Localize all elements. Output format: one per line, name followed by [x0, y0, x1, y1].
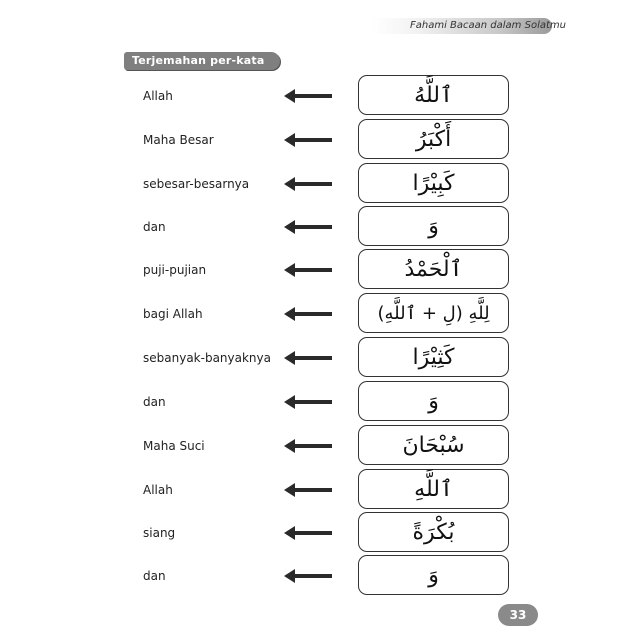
translation-row: [0, 119, 635, 161]
translation-row: [0, 469, 635, 511]
arrow-left-icon: [284, 526, 332, 540]
meaning-text: sebanyak-banyaknya: [143, 351, 271, 365]
arrow-left-icon: [284, 177, 332, 191]
arabic-word-box: سُبْحَانَ: [358, 425, 509, 465]
meaning-text: dan: [143, 395, 166, 409]
meaning-text: sebesar-besarnya: [143, 177, 250, 191]
translation-row: [0, 337, 635, 379]
meaning-text: Maha Besar: [143, 133, 214, 147]
arabic-word-box: ٱللَّهُ: [358, 75, 509, 115]
arrow-left-icon: [284, 483, 332, 497]
meaning-text: dan: [143, 569, 166, 583]
arrow-left-icon: [284, 263, 332, 277]
arabic-word-box: ٱلْحَمْدُ: [358, 249, 509, 289]
translation-row: [0, 206, 635, 248]
arrow-left-icon: [284, 307, 332, 321]
arrow-left-icon: [284, 439, 332, 453]
arrow-left-icon: [284, 569, 332, 583]
arrow-left-icon: [284, 133, 332, 147]
arabic-word-box: لِلَّهِ (لِ + ٱللَّهِ): [358, 293, 509, 333]
meaning-text: Allah: [143, 483, 173, 497]
translation-row: [0, 293, 635, 335]
arabic-word-box: ٱللَّهِ: [358, 469, 509, 509]
arabic-word-box: وَ: [358, 555, 509, 595]
arabic-word-box: كَثِيْرًا: [358, 337, 509, 377]
meaning-text: siang: [143, 526, 176, 540]
arabic-word-box: أَكْبَرُ: [358, 119, 509, 159]
translation-row: [0, 555, 635, 597]
arrow-left-icon: [284, 395, 332, 409]
arrow-left-icon: [284, 220, 332, 234]
translation-row: [0, 75, 635, 117]
meaning-text: Allah: [143, 89, 173, 103]
arabic-word-box: بُكْرَةً: [358, 512, 509, 552]
arabic-word-box: وَ: [358, 381, 509, 421]
translation-row: [0, 163, 635, 205]
arrow-left-icon: [284, 89, 332, 103]
meaning-text: bagi Allah: [143, 307, 203, 321]
meaning-text: Maha Suci: [143, 439, 205, 453]
translation-row: [0, 249, 635, 291]
translation-row: [0, 381, 635, 423]
meaning-text: dan: [143, 220, 166, 234]
meaning-text: puji-pujian: [143, 263, 207, 277]
page-header-title: Fahami Bacaan dalam Solatmu: [410, 20, 566, 31]
arabic-word-box: وَ: [358, 206, 509, 246]
translation-row: [0, 512, 635, 554]
page-number: 33: [498, 604, 538, 626]
section-label: Terjemahan per-kata: [124, 52, 280, 70]
translation-row: [0, 425, 635, 467]
arrow-left-icon: [284, 351, 332, 365]
arabic-word-box: كَبِيْرًا: [358, 163, 509, 203]
